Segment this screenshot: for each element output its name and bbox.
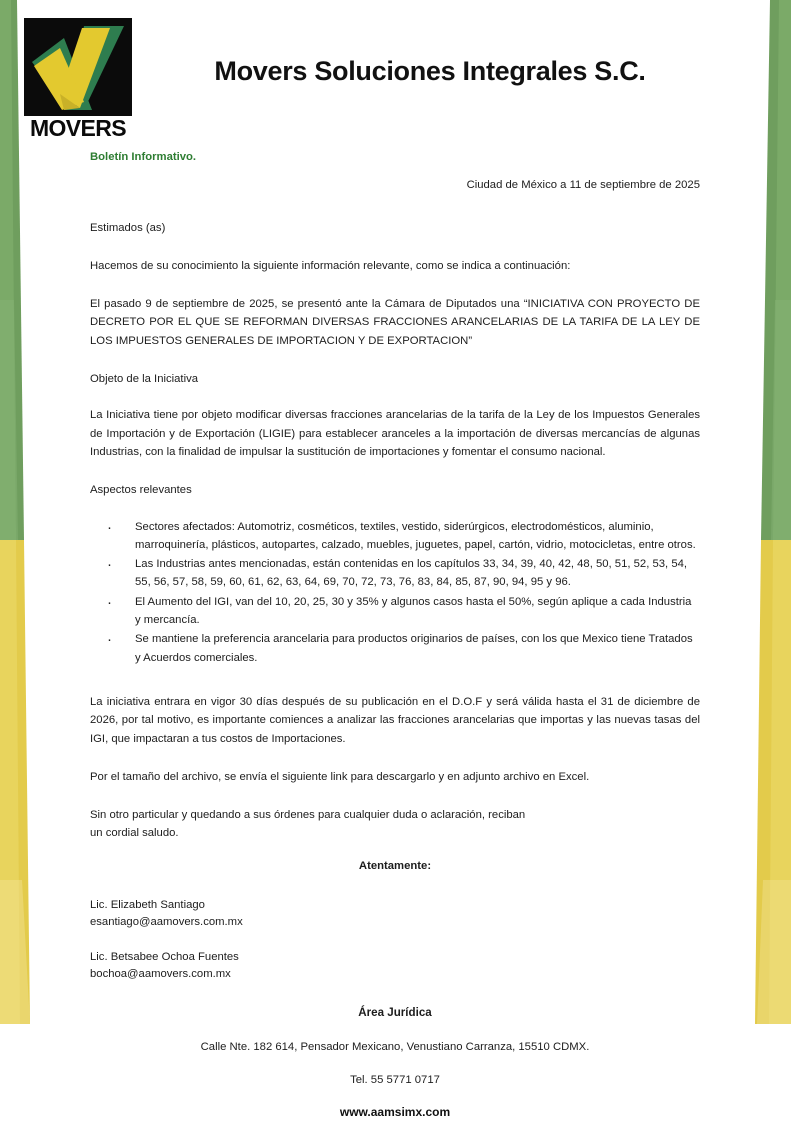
signer-email[interactable]: bochoa@aamovers.com.mx (90, 968, 231, 981)
right-border-stripe (745, 0, 791, 1024)
objeto-heading: Objeto de la Iniciativa (90, 373, 199, 386)
sign-off: Atentamente: (358, 859, 432, 872)
dateline: Ciudad de México a 11 de septiembre de 2025 (466, 179, 700, 192)
department-label: Área Jurídica (358, 1005, 432, 1019)
signer-name: Lic. Elizabeth Santiago (90, 899, 205, 912)
closing-line-2: un cordial saludo. (90, 827, 179, 840)
list-item: · El Aumento del IGI, van del 10, 20, 25, 30 y 35% y algunos casos hasta el 50%, según aplique a cada Industria y mercancía. (90, 593, 700, 630)
list-item: · Sectores afectados: Automotriz, cosméticos, textiles, vestido, siderúrgicos, electrodomésticos, aluminio, marroquinería, plásticos, autopartes, calzado, muebles, juguetes, papel, cartón, vidrio, motocicletas, entre otros. (90, 518, 700, 555)
footer-phone: Tel. 55 5771 0717 (350, 1073, 440, 1086)
footer-address: Calle Nte. 182 614, Pensador Mexicano, Venustiano Carranza, 15510 CDMX. (200, 1041, 590, 1054)
footer-website[interactable]: www.aamsimx.com (339, 1105, 451, 1120)
aspectos-heading: Aspectos relevantes (90, 484, 192, 497)
signer-name: Lic. Betsabee Ochoa Fuentes (90, 951, 239, 964)
left-border-stripe (0, 0, 40, 1024)
greeting: Estimados (as) (90, 221, 166, 234)
letter-body (90, 148, 700, 1122)
list-item: · Se mantiene la preferencia arancelaria para productos originarios de países, con los que Mexico tiene Tratados y Acuerdos comerciales. (90, 630, 700, 667)
objeto-paragraph: La Iniciativa tiene por objeto modificar diversas fracciones arancelarias de la tarifa de la Ley de los Impuestos Generales de Importación y de Exportación (LIGIE) para establecer aranceles a la importación de diversas mercancías de algunas Industrias, con la finalidad de impulsar la sustitución de importaciones y fomentar el consumo nacional. (90, 409, 700, 458)
closing-line-1: Sin otro particular y quedando a sus órdenes para cualquier duda o aclaración, reciban (90, 809, 526, 822)
signature-block-2 (90, 949, 700, 983)
bulletin-kicker: Boletín Informativo. (90, 151, 197, 163)
company-logo (24, 18, 132, 140)
signature-block-1 (90, 897, 700, 931)
closing-paragraph (90, 806, 700, 843)
intro-paragraph: Hacemos de su conocimiento la siguiente información relevante, como se indica a continuación: (90, 259, 571, 272)
signer-email[interactable]: esantiago@aamovers.com.mx (90, 916, 243, 929)
link-paragraph: Por el tamaño del archivo, se envía el siguiente link para descargarlo y en adjunto archivo en Excel. (90, 770, 590, 783)
vigor-paragraph: La iniciativa entrara en vigor 30 días después de su publicación en el D.O.F y será válida hasta el 31 de diciembre de 2026, por tal motivo, es importante comiences a analizar las fracciones arancelarias que importas y las nuevas tasas del IGI, que impactaran a tus costos de Importaciones. (90, 695, 700, 745)
list-item: · Las Industrias antes mencionadas, están contenidas en los capítulos 33, 34, 39, 40, 42, 48, 50, 51, 52, 53, 54, 55, 56, 57, 58, 59, 60, 61, 62, 63, 64, 69, 70, 72, 73, 76, 83, 84, 85, 87, 90, 94, 95 y 96. (90, 555, 700, 592)
aspectos-list (90, 518, 700, 667)
logo-wordmark: MOVERS (29, 115, 127, 141)
logo-glyph-icon (24, 18, 132, 116)
page-title: Movers Soluciones Integrales S.C. (214, 56, 646, 86)
logo-mark-icon (24, 18, 132, 116)
initiative-paragraph: El pasado 9 de septiembre de 2025, se presentó ante la Cámara de Diputados una “INICIATIVA CON PROYECTO DE DECRETO POR EL QUE SE REFORMAN DIVERSAS FRACCIONES ARANCELARIAS DE LA TARIFA DE LA LEY DE LOS IMPUESTOS GENERALES DE IMPORTACION Y DE EXPORTACION” (90, 298, 700, 347)
